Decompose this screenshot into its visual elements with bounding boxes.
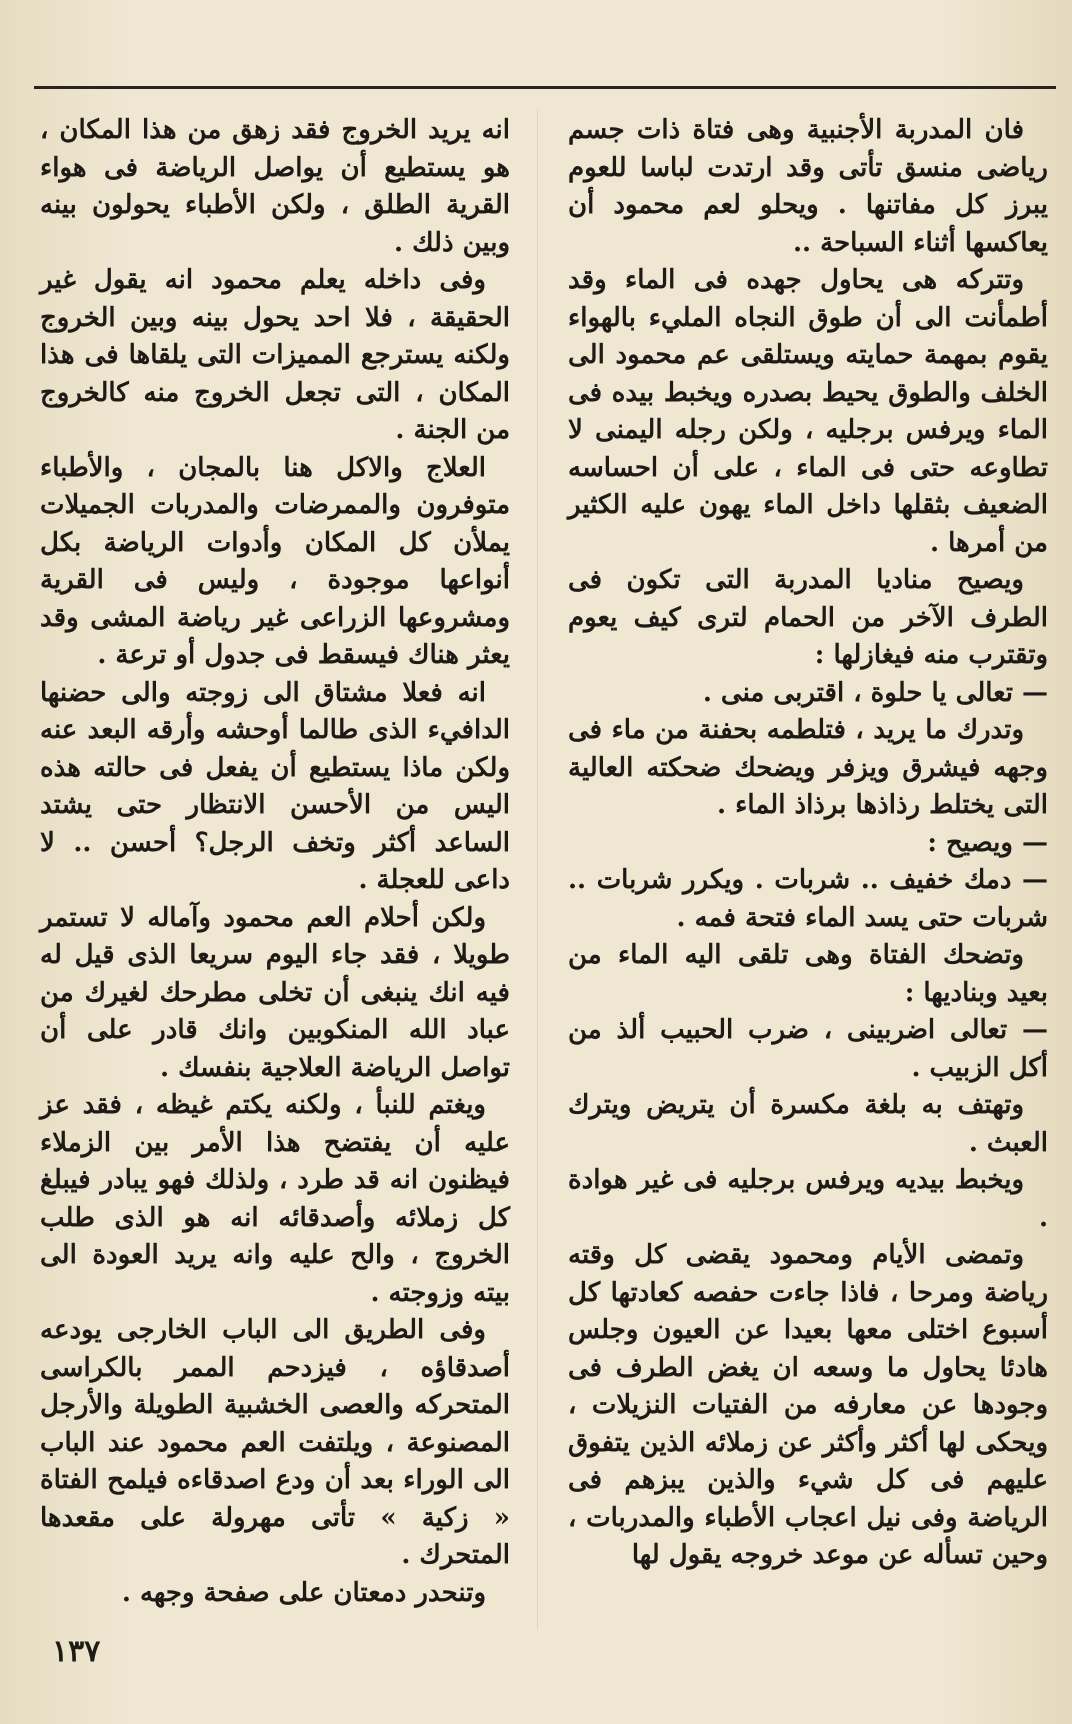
paragraph: وتنحدر دمعتان على صفحة وجهه . xyxy=(121,1577,486,1608)
right-column xyxy=(568,112,1048,1575)
paragraph: وتضحك الفتاة وهى تلقى اليه الماء من بعيد وبناديها : xyxy=(568,940,1048,1008)
paragraph: ويخبط بيديه ويرفس برجليه فى غير هوادة . xyxy=(568,1165,1048,1233)
page-number: ١٣٧ xyxy=(52,1634,101,1669)
paragraph: فان المدربة الأجنبية وهى فتاة ذات جسم رياضى منسق تأتى وقد ارتدت لباسا للعوم يبرز كل مفاتنها . ويحلو لعم محمود أن يعاكسها أثناء السباحة .. xyxy=(568,115,1048,258)
column-divider xyxy=(537,110,538,1630)
dialogue-line: — تعالى اضربينى ، ضرب الحبيب ألذ من أكل الزبيب . xyxy=(568,1015,1048,1083)
paragraph: وتدرك ما يريد ، فتلطمه بحفنة من ماء فى وجهه فيشرق ويزفر ويضحك ضحكته العالية التى يختلط رذاذها برذاذ الماء . xyxy=(568,715,1048,820)
paragraph: العلاج والاكل هنا بالمجان ، والأطباء متوفرون والممرضات والمدربات الجميلات يملأن كل المكان وأدوات الرياضة بكل أنواعها موجودة ، وليس فى القرية ومشروعها الزراعى غير رياضة المشى وقد يعثر هناك فيسقط فى جدول أو ترعة . xyxy=(40,452,510,670)
paragraph: انه يريد الخروج فقد زهق من هذا المكان ، هو يستطيع أن يواصل الرياضة فى هواء القرية الطلق ، ولكن الأطباء يحولون بينه وبين ذلك . xyxy=(40,115,510,258)
paragraph: ولكن أحلام العم محمود وآماله لا تستمر طويلا ، فقد جاء اليوم سريعا الذى قيل له فيه انك ينبغى أن تخلى مطرحك لغيرك من عباد الله المنكوبين وانك قادر على أن تواصل الرياضة العلاجية بنفسك . xyxy=(40,902,510,1083)
dialogue-line: — دمك خفيف .. شربات . ويكرر شربات .. شربات حتى يسد الماء فتحة فمه . xyxy=(568,865,1048,933)
paragraph: وتمضى الأيام ومحمود يقضى كل وقته رياضة ومرحا ، فاذا جاءت حفصه كعادتها كل أسبوع اختلى معها بعيدا عن العيون وجلس هادئا يحاول ما وسعه ان يغض الطرف فى وجودها عن معارفه من الفتيات النزيلات ، ويحكى لها أكثر وأكثر عن زملائه الذين يتفوق عليهم فى كل شيء والذين يبزهم فى الرياضة وفى نيل اعجاب الأطباء والمدربات ، وحين تسأله عن موعد خروجه يقول لها xyxy=(568,1240,1048,1570)
paragraph: وفى داخله يعلم محمود انه يقول غير الحقيقة ، فلا احد يحول بينه وبين الخروج ولكنه يسترجع المميزات التى يلقاها فى هذا المكان ، التى تجعل الخروج منه كالخروج من الجنة . xyxy=(40,265,510,445)
paragraph: ويصيح مناديا المدربة التى تكون فى الطرف الآخر من الحمام لترى كيف يعوم وتقترب منه فيغازلها : xyxy=(568,565,1048,670)
paragraph: وتهتف به بلغة مكسرة أن يتريض ويترك العبث . xyxy=(568,1090,1048,1158)
paragraph: انه فعلا مشتاق الى زوجته والى حضنها الدافيء الذى طالما أوحشه وأرقه البعد عنه ولكن ماذا يستطيع أن يفعل فى حالته هذه اليس من الأحسن الانتظار حتى يشتد الساعد أكثر وتخف الرجل؟ أحسن .. لا داعى للعجلة . xyxy=(40,677,510,895)
dialogue-line: — تعالى يا حلوة ، اقتربى منى . xyxy=(702,677,1048,708)
paragraph: وفى الطريق الى الباب الخارجى يودعه أصدقاؤه ، فيزدحم الممر بالكراسى المتحركه والعصى الخشبية الطويلة والأرجل المصنوعة ، ويلتفت العم محمود عند الباب الى الوراء بعد أن ودع اصدقاءه فيلمح الفتاة « زكية » تأتى مهرولة على مقعدها المتحرك . xyxy=(40,1315,510,1570)
paragraph: وتتركه هى يحاول جهده فى الماء وقد أطمأنت الى أن طوق النجاه المليء بالهواء يقوم بمهمة حمايته ويستلقى عم محمود الى الخلف والطوق يحيط بصدره ويخبط بيده فى الماء ويرفس برجليه ، ولكن رجله اليمنى لا تطاوعه حتى فى الماء ، على أن احساسه الضعيف بثقلها داخل الماء يهون عليه الكثير من أمرها . xyxy=(568,265,1048,558)
left-column xyxy=(40,112,510,1612)
top-rule xyxy=(34,86,1056,89)
dialogue-line: — ويصيح : xyxy=(927,827,1048,858)
paragraph: ويغتم للنبأ ، ولكنه يكتم غيظه ، فقد عز عليه أن يفتضح هذا الأمر بين الزملاء فيظنون انه قد طرد ، ولذلك فهو يبادر فيبلغ كل زملائه وأصدقائه انه هو الذى طلب الخروج ، والح عليه وانه يريد العودة الى بيته وزوجته . xyxy=(40,1090,510,1308)
